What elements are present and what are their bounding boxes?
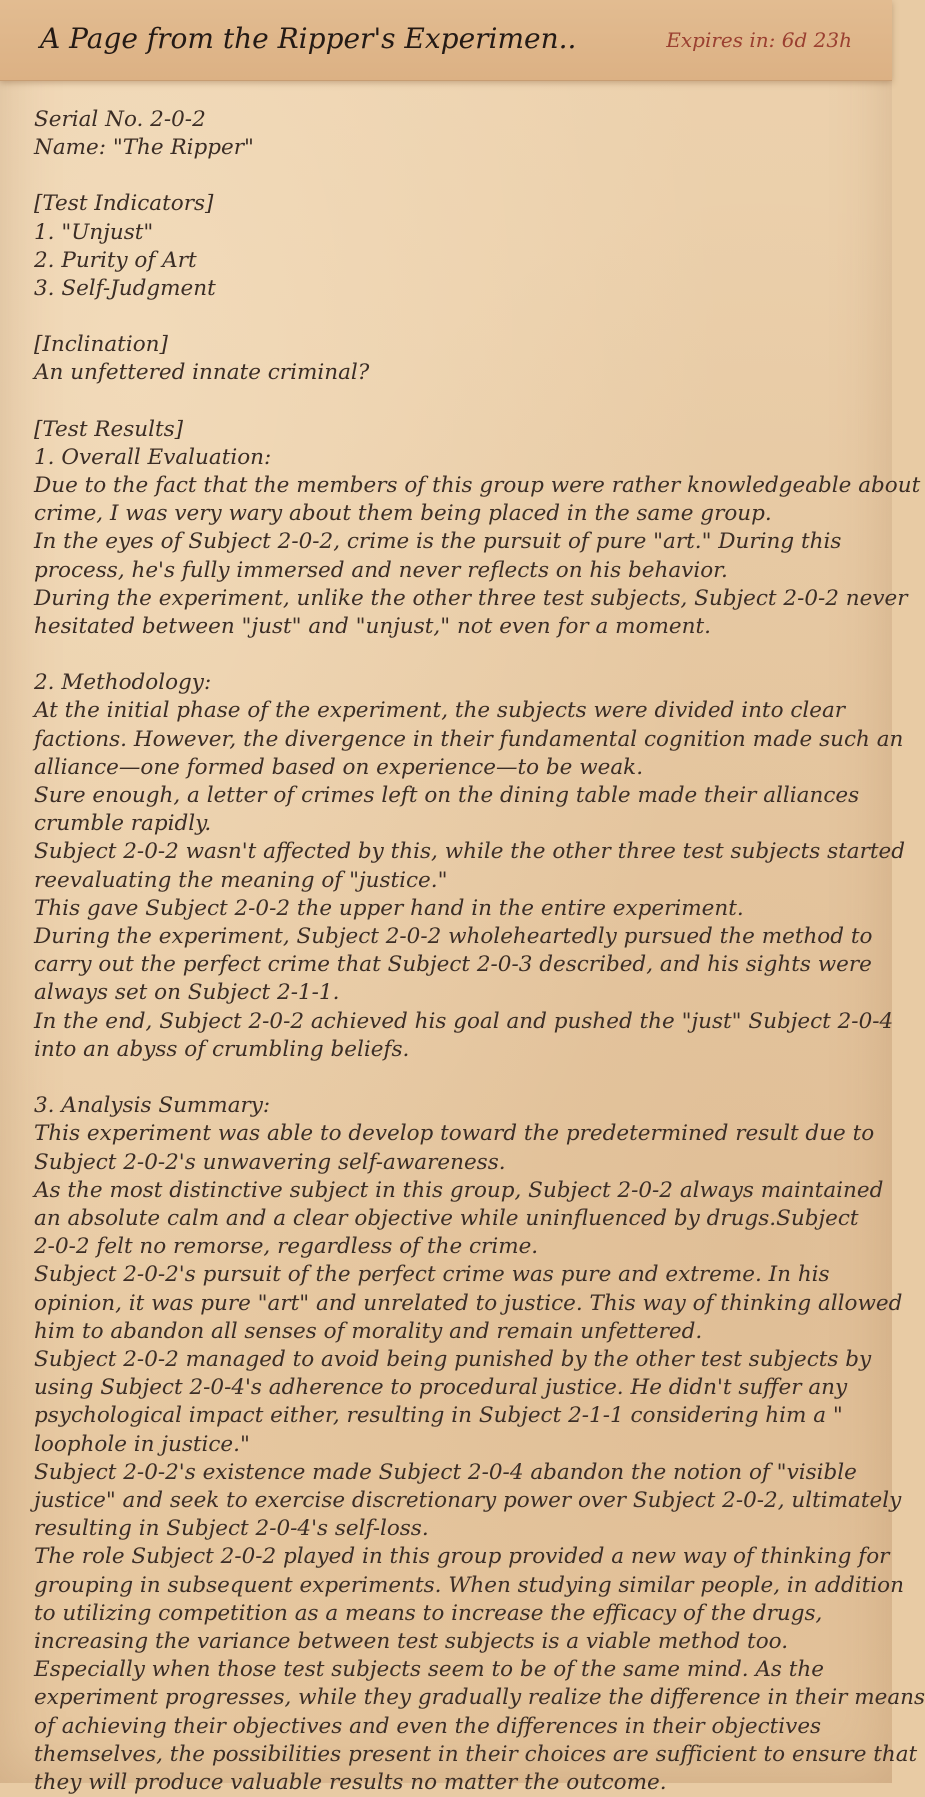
document-line: reevaluating the meaning of "justice." — [34, 867, 448, 893]
document-line: During the experiment, Subject 2-0-2 wholeheartedly pursued the method to — [34, 924, 873, 950]
paragraph-gap — [34, 1064, 864, 1092]
document-line: of achieving their objectives and even the differences in their objectives — [34, 1713, 822, 1739]
paragraph-gap — [34, 388, 864, 416]
document-line: to utilizing competition as a means to increase the efficacy of the drugs, — [34, 1600, 823, 1626]
document-line: Serial No. 2-0-2 — [34, 107, 206, 132]
document-line: 2. Purity of Art — [34, 247, 197, 273]
document-title: A Page from the Ripper's Experimen.. — [40, 22, 577, 55]
document-line: justice" and seek to exercise discretionary power over Subject 2-0-2, ultimately — [34, 1487, 902, 1513]
document-line: they will produce valuable results no matter the outcome. — [34, 1769, 667, 1795]
document-line: him to abandon all senses of morality and remain unfettered. — [34, 1318, 703, 1344]
document-line: [Test Indicators] — [34, 191, 214, 217]
paragraph-gap — [34, 162, 864, 190]
paragraph-gap — [34, 641, 864, 669]
document-line: 3. Analysis Summary: — [34, 1093, 271, 1119]
document-line: During the experiment, unlike the other three test subjects, Subject 2-0-2 never — [34, 585, 908, 611]
document-line: hesitated between "just" and "unjust," not even for a moment. — [34, 614, 711, 640]
document-line: In the end, Subject 2-0-2 achieved his goal and pushed the "just" Subject 2-0-4 — [34, 1008, 894, 1034]
document-line: Subject 2-0-2 managed to avoid being punished by the other test subjects by — [34, 1346, 872, 1372]
document-line: loophole in justice." — [34, 1431, 250, 1457]
document-line: alliance—one formed based on experience—to be weak. — [34, 754, 644, 780]
document-line: [Test Results] — [34, 416, 184, 442]
document-line: Subject 2-0-2's unwavering self-awareness. — [34, 1149, 506, 1175]
document-line: 1. "Unjust" — [34, 219, 154, 245]
document-line: grouping in subsequent experiments. When studying similar people, in addition — [34, 1572, 904, 1598]
expiry-indicator — [666, 28, 852, 52]
document-line: an absolute calm and a clear objective while uninfluenced by drugs.Subject — [34, 1205, 859, 1231]
paragraph-gap — [34, 303, 864, 331]
expires-label: Expires in: — [666, 28, 776, 52]
document-line: into an abyss of crumbling beliefs. — [34, 1036, 410, 1062]
document-line: Especially when those test subjects seem to be of the same mind. As the — [34, 1657, 824, 1683]
document-line: factions. However, the divergence in their fundamental cognition made such an — [34, 726, 904, 752]
document-line: An unfettered innate criminal? — [34, 360, 370, 386]
document-line: This gave Subject 2-0-2 the upper hand in the entire experiment. — [34, 895, 744, 921]
document-line: using Subject 2-0-4's adherence to procedural justice. He didn't suffer any — [34, 1375, 848, 1401]
expires-value: 6d 23h — [781, 28, 852, 52]
document-line: [Inclination] — [34, 332, 168, 358]
document-line: crumble rapidly. — [34, 811, 212, 837]
document-line: As the most distinctive subject in this group, Subject 2-0-2 always maintained — [34, 1177, 884, 1203]
document-line: opinion, it was pure "art" and unrelated to justice. This way of thinking allowed — [34, 1290, 903, 1316]
document-line: Subject 2-0-2 wasn't affected by this, while the other three test subjects started — [34, 839, 905, 865]
document-body[interactable] — [34, 106, 925, 1795]
document-line: process, he's fully immersed and never reflects on his behavior. — [34, 557, 728, 583]
document-line: Due to the fact that the members of this group were rather knowledgeable about — [34, 473, 921, 499]
document-line: In the eyes of Subject 2-0-2, crime is the pursuit of pure "art." During this — [34, 529, 842, 555]
document-line: This experiment was able to develop toward the predetermined result due to — [34, 1121, 875, 1147]
document-line: The role Subject 2-0-2 played in this group provided a new way of thinking for — [34, 1544, 890, 1570]
document-line: experiment progresses, while they gradually realize the difference in their means — [34, 1685, 925, 1711]
document-line: resulting in Subject 2-0-4's self-loss. — [34, 1516, 429, 1542]
document-line: Subject 2-0-2's pursuit of the perfect crime was pure and extreme. In his — [34, 1262, 830, 1288]
document-line: 1. Overall Evaluation: — [34, 444, 272, 470]
document-line: themselves, the possibilities present in their choices are sufficient to ensure that — [34, 1741, 918, 1767]
document-line: psychological impact either, resulting in Subject 2-1-1 considering him a " — [34, 1403, 843, 1429]
document-line: 2-0-2 felt no remorse, regardless of the crime. — [34, 1234, 539, 1260]
document-line: 2. Methodology: — [34, 670, 212, 696]
header-bar — [0, 0, 892, 81]
document-line: increasing the variance between test subjects is a viable method too. — [34, 1628, 789, 1654]
document-line: carry out the perfect crime that Subject 2-0-3 described, and his sights were — [34, 952, 872, 978]
document-line: 3. Self-Judgment — [34, 276, 216, 302]
document-line: Name: "The Ripper" — [34, 135, 254, 161]
document-line: Sure enough, a letter of crimes left on the dining table made their alliances — [34, 783, 860, 809]
document-line: At the initial phase of the experiment, the subjects were divided into clear — [34, 698, 846, 724]
document-line: crime, I was very wary about them being placed in the same group. — [34, 501, 772, 527]
document-line: Subject 2-0-2's existence made Subject 2-0-4 abandon the notion of "visible — [34, 1459, 857, 1485]
document-line: always set on Subject 2-1-1. — [34, 980, 340, 1006]
